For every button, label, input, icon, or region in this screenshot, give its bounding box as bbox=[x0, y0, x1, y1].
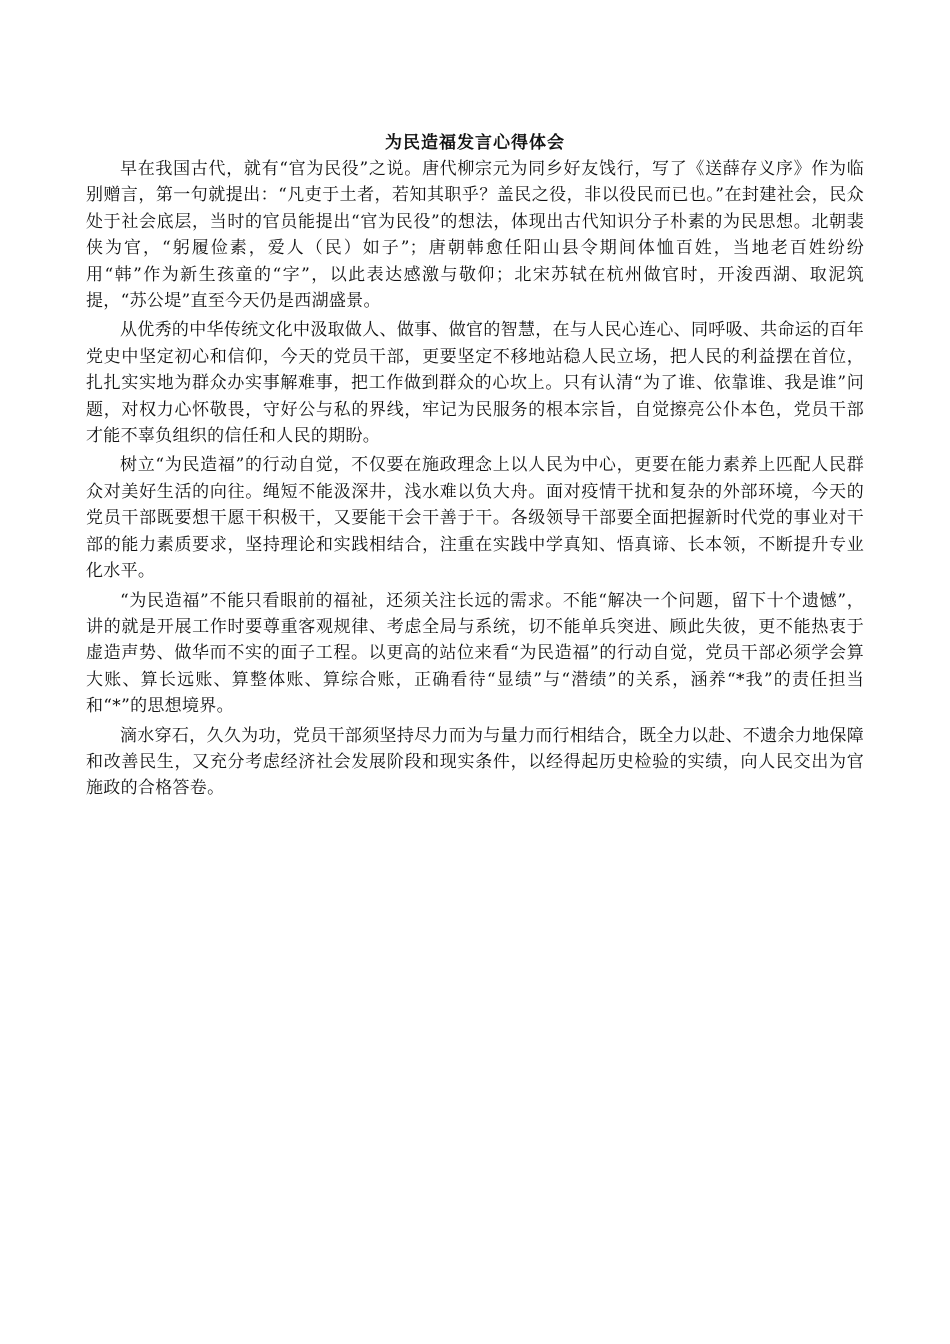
paragraph-2: 从优秀的中华传统文化中汲取做人、做事、做官的智慧，在与人民心连心、同呼吸、共命运的百年党史中坚定初心和信仰，今天的党员干部，更要坚定不移地站稳人民立场，把人民的利益摆在首位，扎扎实实地为群众办实事解难事，把工作做到群众的心坎上。只有认清“为了谁、依靠谁、我是谁”问题，对权力心怀敬畏，守好公与私的界线，牢记为民服务的根本宗旨，自觉擦亮公仆本色，党员干部才能不辜负组织的信任和人民的期盼。 bbox=[86, 320, 864, 447]
document-body bbox=[86, 130, 864, 805]
paragraph-1: 早在我国古代，就有“官为民役”之说。唐代柳宗元为同乡好友饯行，写了《送薛存义序》作为临别赠言，第一句就提出：“凡吏于土者，若知其职乎？盖民之役，非以役民而已也。”在封建社会，民众处于社会底层，当时的官员能提出“官为民役”的想法，体现出古代知识分子朴素的为民思想。北朝裴侠为官，“躬履俭素，爱人（民）如子”；唐朝韩愈任阳山县令期间体恤百姓，当地老百姓纷纷用“韩”作为新生孩童的“字”，以此表达感激与敬仰；北宋苏轼在杭州做官时，开浚西湖、取泥筑提，“苏公堤”直至今天仍是西湖盛景。 bbox=[86, 159, 864, 312]
paragraph-4: “为民造福”不能只看眼前的福祉，还须关注长远的需求。不能“解决一个问题，留下十个遗憾”，讲的就是开展工作时要尊重客观规律、考虑全局与系统，切不能单兵突进、顾此失彼，更不能热衷于虚造声势、做华而不实的面子工程。以更高的站位来看“为民造福”的行动自觉，党员干部必须学会算大账、算长远账、算整体账、算综合账，正确看待“显绩”与“潜绩”的关系，涵养“*我”的责任担当和“*”的思想境界。 bbox=[86, 590, 864, 717]
document-title: 为民造福发言心得体会 bbox=[385, 133, 565, 153]
paragraph-3: 树立“为民造福”的行动自觉，不仅要在施政理念上以人民为中心，更要在能力素养上匹配人民群众对美好生活的向往。绳短不能汲深井，浅水难以负大舟。面对疫情干扰和复杂的外部环境，今天的党员干部既要想干愿干积极干，又要能干会干善于干。各级领导干部要全面把握新时代党的事业对干部的能力素质要求，坚持理论和实践相结合，注重在实践中学真知、悟真谛、长本领，不断提升专业化水平。 bbox=[86, 455, 864, 582]
paragraph-5: 滴水穿石，久久为功，党员干部须坚持尽力而为与量力而行相结合，既全力以赴、不遗余力地保障和改善民生，又充分考虑经济社会发展阶段和现实条件，以经得起历史检验的实绩，向人民交出为官施政的合格答卷。 bbox=[86, 725, 864, 799]
